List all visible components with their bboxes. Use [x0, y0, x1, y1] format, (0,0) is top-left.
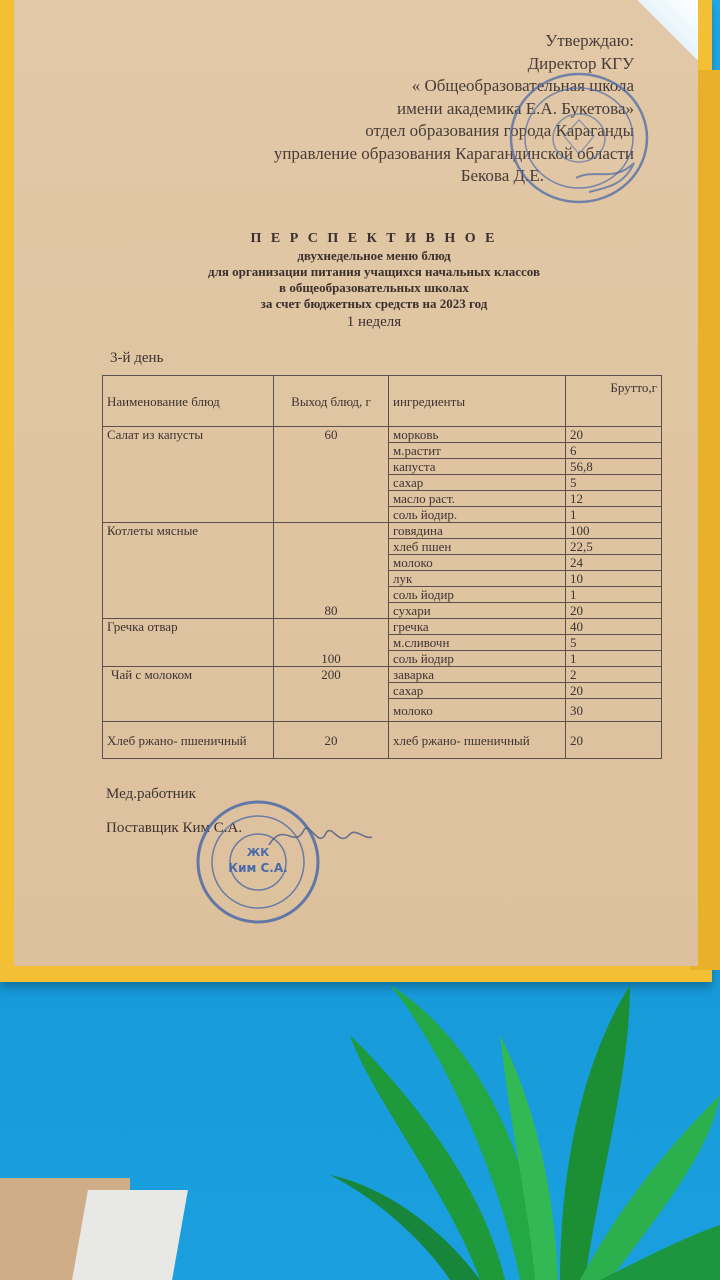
ingredient-gross: 1 [566, 651, 662, 667]
ingredient-name: заварка [389, 667, 566, 683]
title-line: в общеобразовательных школах [279, 280, 469, 295]
table-row [103, 427, 662, 443]
handwritten-signature [264, 815, 374, 855]
dish-output: 200 [274, 667, 389, 722]
ingredient-gross: 5 [566, 635, 662, 651]
dish-name: Хлеб ржано- пшеничный [103, 722, 274, 759]
menu-sheet [14, 0, 698, 966]
title-line: за счет бюджетных средств на 2023 год [260, 296, 488, 311]
ingredient-gross: 10 [566, 571, 662, 587]
ingredient-name: хлеб ржано- пшеничный [389, 722, 566, 759]
official-seal-stamp [504, 68, 654, 208]
table-row [103, 722, 662, 759]
table-row [103, 619, 662, 635]
ingredient-name: лук [389, 571, 566, 587]
approval-line: управление образования Карагандинской области [273, 143, 634, 163]
ingredient-name: сахар [389, 683, 566, 699]
ingredient-gross: 20 [566, 683, 662, 699]
dish-output: 20 [274, 722, 389, 759]
dish-name: Гречка отвар [103, 619, 274, 667]
dish-name: Котлеты мясные [103, 523, 274, 619]
ingredient-name: сухари [389, 603, 566, 619]
dish-name: Салат из капусты [103, 427, 274, 523]
ingredient-gross: 22,5 [566, 539, 662, 555]
menu-table [102, 375, 662, 759]
ingredient-name: хлеб пшен [389, 539, 566, 555]
title-line: для организации питания учащихся начальных классов [208, 264, 540, 279]
glare-reflection [638, 0, 698, 60]
approval-line: Бекова Д.Е. [460, 166, 544, 185]
ingredient-gross: 5 [566, 475, 662, 491]
ingredient-name: соль йодир [389, 587, 566, 603]
dish-name: Чай с молоком [103, 667, 274, 722]
plant-leaves [330, 975, 720, 1280]
approval-line: отдел образования города Караганды [365, 121, 634, 140]
ingredient-gross: 2 [566, 667, 662, 683]
ingredient-name: масло раст. [389, 491, 566, 507]
ingredient-gross: 6 [566, 443, 662, 459]
ingredient-name: молоко [389, 699, 566, 722]
medic-signature-label: Мед.работник [106, 786, 196, 802]
table-row [103, 667, 662, 683]
week-label: 1 неделя [346, 314, 402, 330]
ingredient-gross: 56,8 [566, 459, 662, 475]
title-heading: П Е Р С П Е К Т И В Н О Е [250, 231, 498, 246]
ingredient-gross: 20 [566, 427, 662, 443]
paper-corner [72, 1190, 188, 1280]
ingredient-name: соль йодир. [389, 507, 566, 523]
ingredient-gross: 20 [566, 603, 662, 619]
dish-output: 80 [274, 523, 389, 619]
day-label: 3-й день [110, 350, 164, 366]
ingredient-gross: 20 [566, 722, 662, 759]
ingredient-name: гречка [389, 619, 566, 635]
supplier-signature-label: Поставщик Ким С.А. [106, 820, 243, 836]
ingredient-gross: 24 [566, 555, 662, 571]
ingredient-gross: 1 [566, 507, 662, 523]
ingredient-name: соль йодир [389, 651, 566, 667]
ingredient-gross: 100 [566, 523, 662, 539]
header-gross: Брутто,г [566, 376, 662, 427]
ingredient-gross: 40 [566, 619, 662, 635]
approval-line: Утверждаю: [545, 31, 634, 50]
table-row [103, 523, 662, 539]
ingredient-gross: 1 [566, 587, 662, 603]
ingredient-name: сахар [389, 475, 566, 491]
ingredient-gross: 30 [566, 699, 662, 722]
stamp-text: ЖК [246, 846, 270, 859]
approval-line: Директор КГУ [527, 53, 634, 73]
header-output: Выход блюд, г [274, 376, 389, 427]
ingredient-name: говядина [389, 523, 566, 539]
approval-line: « Общеобразовательная школа [411, 76, 634, 95]
ingredient-name: капуста [389, 459, 566, 475]
table-header-row [103, 376, 662, 427]
document-title [154, 230, 594, 331]
ingredient-name: молоко [389, 555, 566, 571]
dish-output: 100 [274, 619, 389, 667]
header-ingredients: ингредиенты [389, 376, 566, 427]
dish-output: 60 [274, 427, 389, 523]
title-line: двухнедельное меню блюд [297, 248, 451, 263]
ingredient-gross: 12 [566, 491, 662, 507]
approval-line: имени академика Е.А. Букетова» [397, 98, 634, 118]
ingredient-name: м.сливочн [389, 635, 566, 651]
ingredient-name: м.растит [389, 443, 566, 459]
stamp-text: Ким С.А. [228, 861, 288, 875]
ingredient-name: морковь [389, 427, 566, 443]
header-dish: Наименование блюд [103, 376, 274, 427]
